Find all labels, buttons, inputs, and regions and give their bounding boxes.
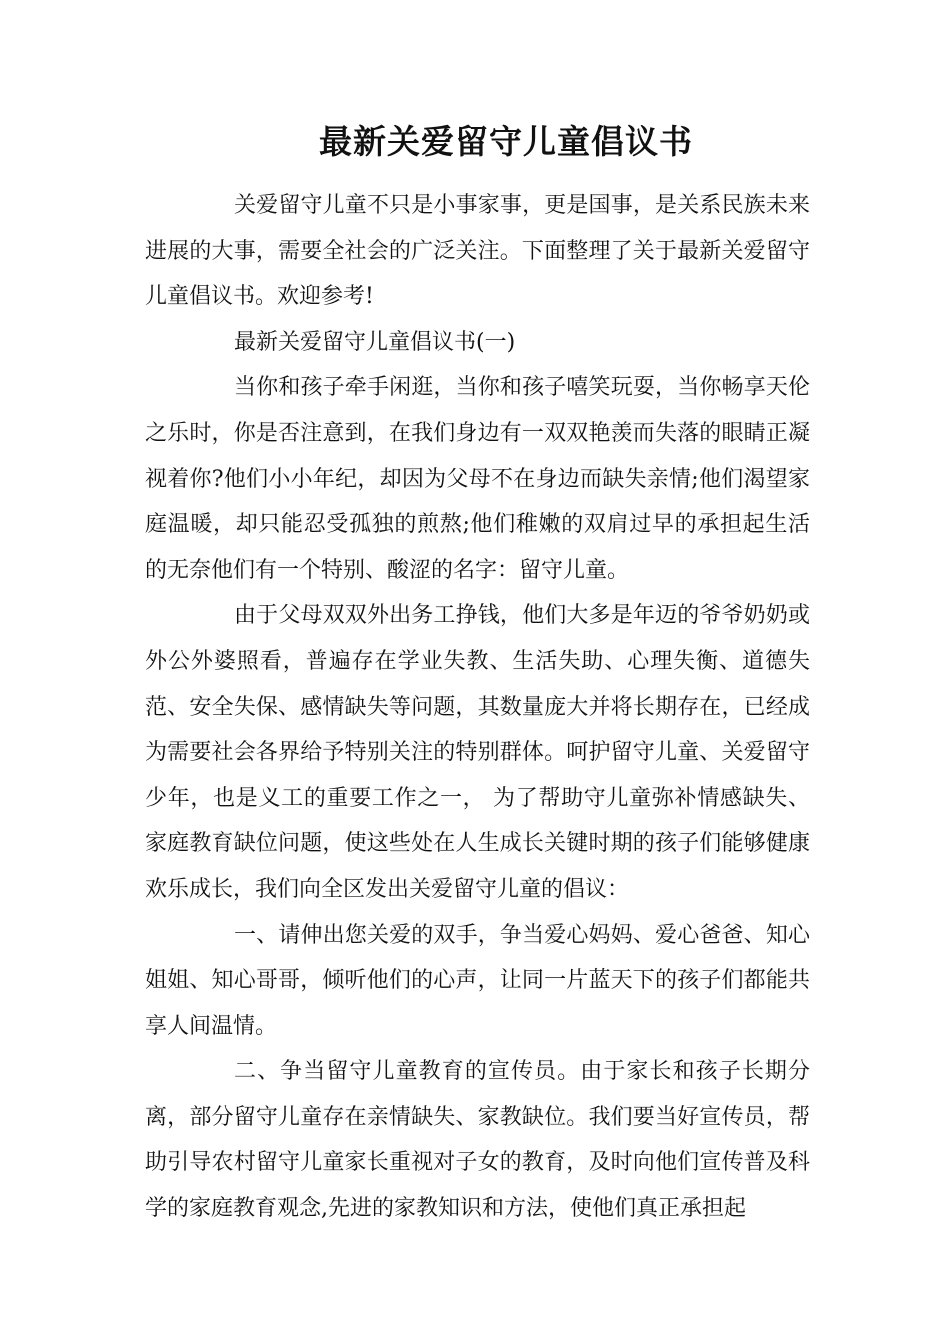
body-paragraph: 由于父母双双外出务工挣钱，他们大多是年迈的爷爷奶奶或外公外婆照看，普遍存在学业失教、生活失助、心理失衡、道德失范、安全失保、感情缺失等问题，其数量庞大并将长期存在，已经成为需要社会各界给予特别关注的特别群体。呵护留守儿童、关爱留守少年，也是义工的重要工作之一， 为了帮助守儿童弥补情感缺失、家庭教育缺位问题，使这些处在人生成长关键时期的孩子们能够健康欢乐成长，我们向全区发出关爱留守儿童的倡议： <box>145 603 810 902</box>
document-body <box>145 183 810 1232</box>
body-paragraph: 当你和孩子牵手闲逛，当你和孩子嘻笑玩耍，当你畅享天伦之乐时，你是否注意到，在我们身边有一双双艳羡而失落的眼睛正凝视着你?他们小小年纪，却因为父母不在身边而缺失亲情;他们渴望家庭温暖，却只能忍受孤独的煎熬;他们稚嫩的双肩过早的承担起生活的无奈他们有一个特别、酸涩的名字：留守儿童。 <box>145 375 810 583</box>
proposal-item-2: 二、争当留守儿童教育的宣传员。由于家长和孩子长期分离，部分留守儿童存在亲情缺失、家教缺位。我们要当好宣传员，帮助引导农村留守儿童家长重视对子女的教育，及时向他们宣传普及科学的家庭教育观念,先进的家教知识和方法，使他们真正承担起 <box>145 1059 810 1222</box>
section-heading: 最新关爱留守儿童倡议书(一) <box>234 329 516 355</box>
intro-paragraph: 关爱留守儿童不只是小事家事，更是国事，是关系民族未来进展的大事，需要全社会的广泛关注。下面整理了关于最新关爱留守儿童倡议书。欢迎参考! <box>145 193 810 310</box>
proposal-item-1: 一、请伸出您关爱的双手，争当爱心妈妈、爱心爸爸、知心姐姐、知心哥哥，倾听他们的心声，让同一片蓝天下的孩子们都能共享人间温情。 <box>145 922 810 1039</box>
document-title: 最新关爱留守儿童倡议书 <box>319 122 693 161</box>
